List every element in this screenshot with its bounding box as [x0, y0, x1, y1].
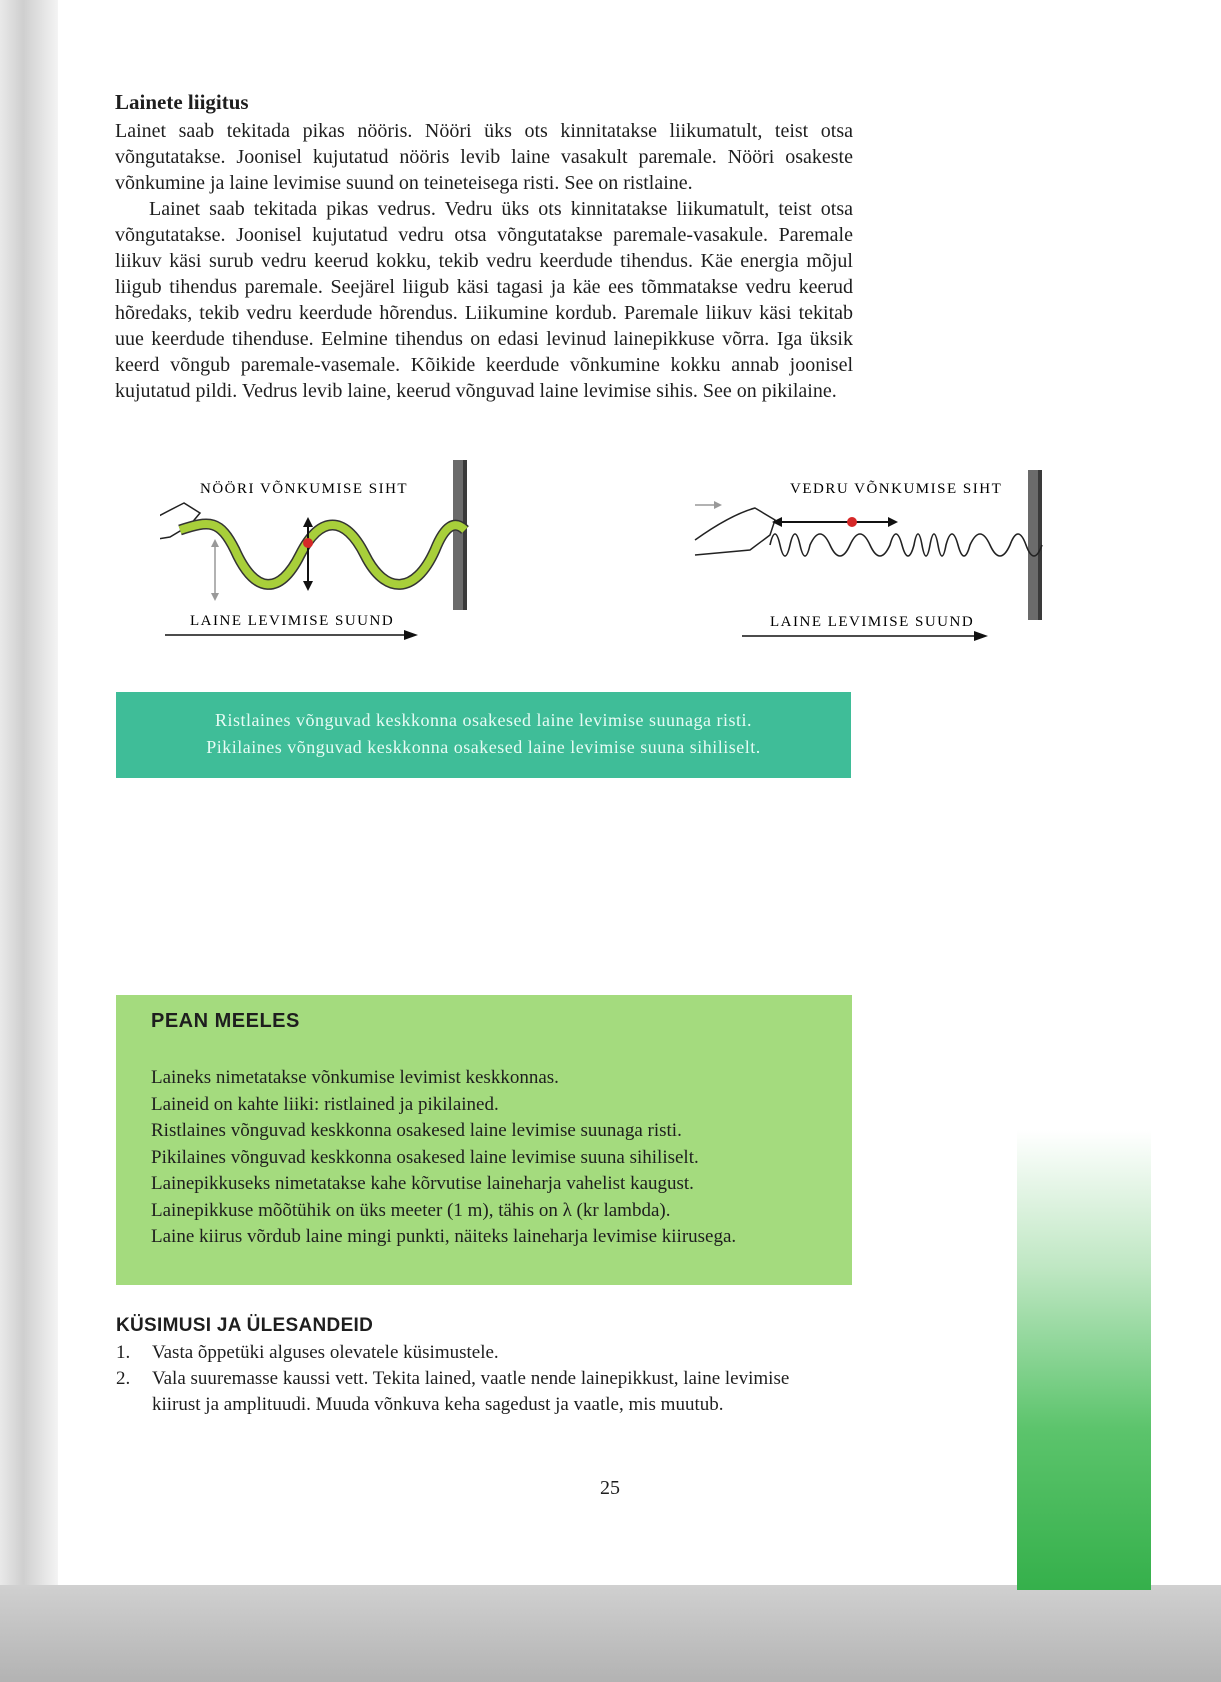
question-number: 2. [116, 1368, 131, 1389]
remember-title: PEAN MEELES [151, 1010, 300, 1032]
string-propagation-arrowhead [404, 630, 418, 640]
remember-item: Lainepikkuseks nimetatakse kahe kõrvutise laineharja vahelist kaugust. [151, 1173, 694, 1194]
question-item [116, 1340, 836, 1366]
string-wall [453, 460, 463, 610]
string-oscillation-label: Nööri võnkumise siht [200, 481, 409, 497]
remember-box [116, 995, 852, 1285]
string-wall-edge [463, 460, 467, 610]
highlight-line-1: Ristlaines võnguvad keskkonna osakesed laine levimise suunaga risti. [215, 710, 752, 730]
spring-oscillation-label: Vedru võnkumise siht [790, 481, 1003, 497]
highlight-line-2: Pikilaines võnguvad keskkonna osakesed laine levimise suuna sihiliselt. [206, 737, 761, 757]
book-spine-shadow [0, 0, 58, 1682]
question-item [116, 1366, 836, 1418]
questions-title: KÜSIMUSI JA ÜLESANDEID [116, 1315, 374, 1336]
question-number: 1. [116, 1342, 131, 1363]
questions-list [116, 1340, 836, 1418]
particle-arrowhead-top [303, 517, 313, 527]
paragraph-spring-wave: Lainet saab tekitada pikas vedrus. Vedru üks ots kinnitatakse liikumatult, teist otsa võngutatakse. Joonisel kujutatud vedru otsa võngutatakse paremale-vasakule. Paremale liikuv käsi surub vedru keerud kokku, tekib vedru keerdude tihendus. Käe energia mõjul liigub tihendus paremale. Seejärel liigub käsi tagasi ja käe ees tõmmatakse vedru keerud hõredaks, tekib vedru keerdude hõrendus. Liikumine kordub. Paremale liikuv käsi tekitab uue keerdude tihenduse. Eelmine tihendus on edasi levinud lainepikkuse võrra. Iga üksik keerd võngub paremale-vasemale. Kõikide keerdude võnkumine kokku annab joonisel kujutatud pildi. Vedrus levib laine, keerud võnguvad laine levimise sihis. See on pikilaine. [115, 198, 853, 402]
remember-list [151, 1065, 736, 1251]
question-text: Vasta õppetüki alguses olevatele küsimustele. [152, 1342, 499, 1363]
remember-item: Laine kiirus võrdub laine mingi punkti, näiteks laineharja levimise kiirusega. [151, 1226, 737, 1247]
remember-item: Pikilaines võnguvad keskkonna osakesed laine levimise suuna sihiliselt. [151, 1146, 699, 1168]
string-propagation-label: Laine levimise suund [190, 613, 395, 629]
remember-item: Laineks nimetatakse võnkumise levimist keskkonnas. [151, 1067, 559, 1088]
remember-item: Lainepikkuse mõõtühik on üks meeter (1 m), tähis on λ (kr lambda). [151, 1199, 671, 1221]
string-wave-diagram [160, 455, 490, 655]
highlight-box [116, 692, 851, 778]
spring-propagation-arrowhead [974, 631, 988, 641]
paragraph-string-wave: Lainet saab tekitada pikas nööris. Nööri üks ots kinnitatakse liikumatult, teist otsa võngutatakse. Joonisel kujutatud nööris levib laine vasakult paremale. Nööri osakeste võnkumine ja laine levimise suund on teineteisega risti. See on ristlaine. [115, 120, 853, 194]
hand-motion-arrowhead-top [211, 539, 219, 547]
coil-arrowhead-right [888, 517, 898, 527]
spring-wall [1028, 470, 1038, 620]
question-text: Vala suuremasse kaussi vett. Tekita lained, vaatle nende lainepikkust, laine levimise kiirust ja amplituudi. Muuda võnkuva keha sagedust ja vaatle, mis muutub. [152, 1368, 790, 1415]
scan-bottom-edge [0, 1585, 1221, 1682]
hand-motion-arrowhead-bottom [211, 593, 219, 601]
spring-wave-diagram [690, 460, 1070, 655]
page-number: 25 [600, 1477, 620, 1499]
remember-item: Ristlaines võnguvad keskkonna osakesed laine levimise suunaga risti. [151, 1120, 682, 1141]
particle-dot [303, 538, 313, 548]
remember-item: Laineid on kahte liiki: ristlained ja pikilained. [151, 1093, 499, 1115]
section-title: Lainete liigitus [115, 90, 249, 114]
push-arrowhead [714, 501, 722, 509]
spring-coils [770, 534, 1042, 556]
spring-propagation-label: Laine levimise suund [770, 614, 975, 630]
hand-outline-spring [695, 508, 775, 555]
particle-arrowhead-bottom [303, 581, 313, 591]
green-side-strip [1017, 1130, 1151, 1590]
coil-dot [847, 517, 857, 527]
